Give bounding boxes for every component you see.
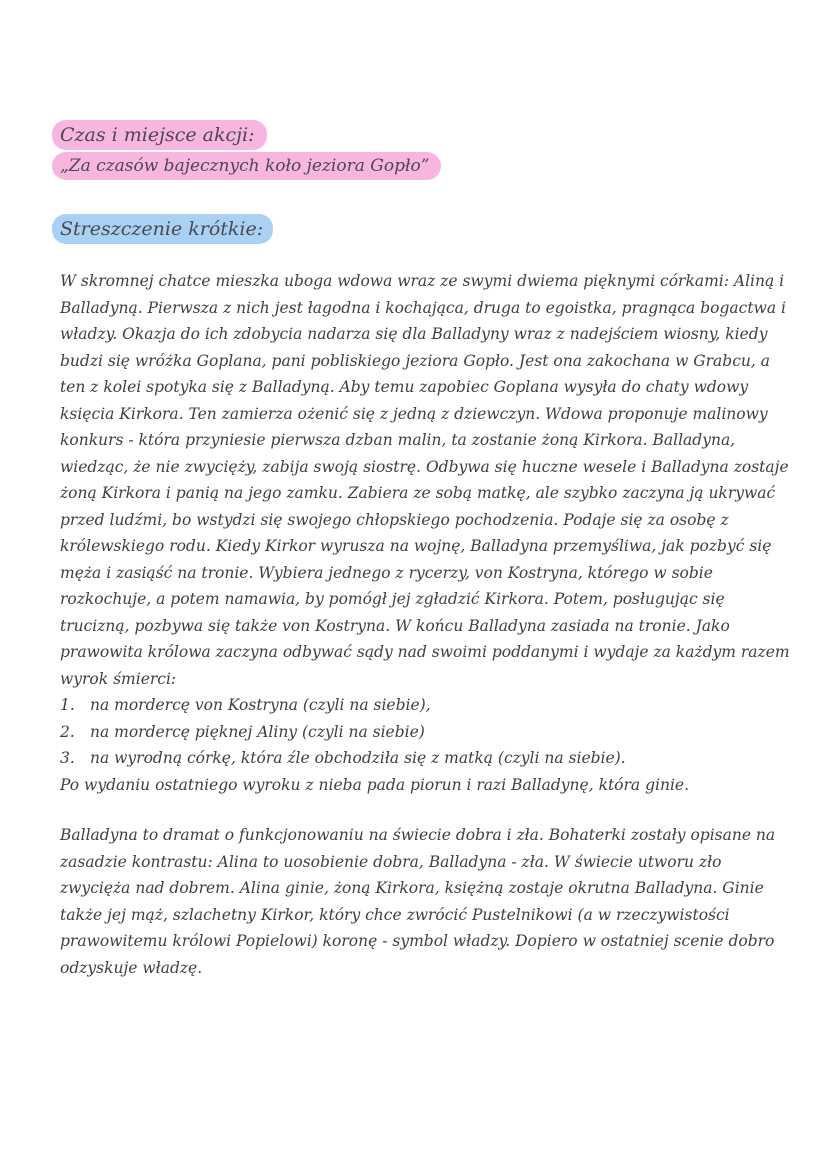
list-text: na wyrodną córkę, która źle obchodziła się z matką (czyli na siebie). xyxy=(90,749,626,767)
list-number: 3. xyxy=(60,749,75,767)
list-number: 2. xyxy=(60,722,75,741)
setting-heading: Czas i miejsce akcji: xyxy=(52,120,267,150)
list-item xyxy=(60,692,790,719)
list-number: 1. xyxy=(60,696,75,714)
summary-paragraph: W skromnej chatce mieszka uboga wdowa wraz ze swymi dwiema pięknymi córkami: Aliną i Balladyną. Pierwsza z nich jest łagodna i kochająca, druga to egoistka, pragnąca bogactwa i władzy. Okazja do ich zdobycia nadarza się dla Balladyny wraz z nadejściem wiosny, kiedy budzi się wróżka Goplana, pani pobliskiego jeziora Gopło. Jest ona zakochana w Grabcu, a ten z kolei spotyka się z Balladyną. Aby temu zapobiec Goplana wysyła do chaty wdowy księcia Kirkora. Ten zamierza ożenić się z jedną z dziewczyn. Wdowa proponuje malinowy konkurs - która przyniesie pierwsza dzban malin, ta zostanie żoną Kirkora. Balladyna, wiedząc, że nie zwycięży, zabija swoją siostrę. Odbywa się huczne wesele i Balladyna zostaje żoną Kirkora i panią na jego zamku. Zabiera ze sobą matkę, ale szybko zaczyna ją ukrywać przed ludźmi, bo wstydzi się swojego chłopskiego pochodzenia. Podaje się za osobę z królewskiego rodu. Kiedy Kirkor wyrusza na wojnę, Balladyna przemyśliwa, jak pozbyć się męża i zasiąść na tronie. Wybiera jednego z rycerzy, von Kostryna, którego w sobie rozkochuje, a potem namawia, by pomógł jej zgładzić Kirkora. Potem, posługując się trucizną, pozbywa się także von Kostryna. W końcu Balladyna zasiada na tronie. Jako prawowita królowa zaczyna odbywać sądy nad swoimi poddanymi i wydaje za każdym razem wyrok śmierci: xyxy=(60,272,790,688)
setting-value: „Za czasów bajecznych koło jeziora Gopło” xyxy=(52,152,441,180)
closing-sentence: Po wydaniu ostatniego wyroku z nieba pada piorun i razi Balladynę, która ginie. xyxy=(60,775,690,794)
summary-heading: Streszczenie krótkie: xyxy=(52,214,273,244)
list-item xyxy=(60,719,790,746)
list-item xyxy=(60,745,790,772)
analysis-section xyxy=(60,822,790,981)
analysis-paragraph: Balladyna to dramat o funkcjonowaniu na świecie dobra i zła. Bohaterki zostały opisane na zasadzie kontrastu: Alina to uosobienie dobra, Balladyna - zła. W świecie utworu zło zwycięża nad dobrem. Alina ginie, żoną Kirkora, księżną zostaje okrutna Balladyna. Ginie także jej mąż, szlachetny Kirkor, który chce zwrócić Pustelnikowi (a w rzeczywistości prawowitemu królowi Popielowi) koronę - symbol władzy. Dopiero w ostatniej scenie dobro odzyskuje władzę. xyxy=(60,826,776,977)
verdict-list xyxy=(60,692,790,772)
summary-section xyxy=(60,268,790,798)
list-text: na mordercę pięknej Aliny (czyli na siebie) xyxy=(90,722,425,741)
list-text: na mordercę von Kostryna (czyli na siebie), xyxy=(90,696,431,714)
